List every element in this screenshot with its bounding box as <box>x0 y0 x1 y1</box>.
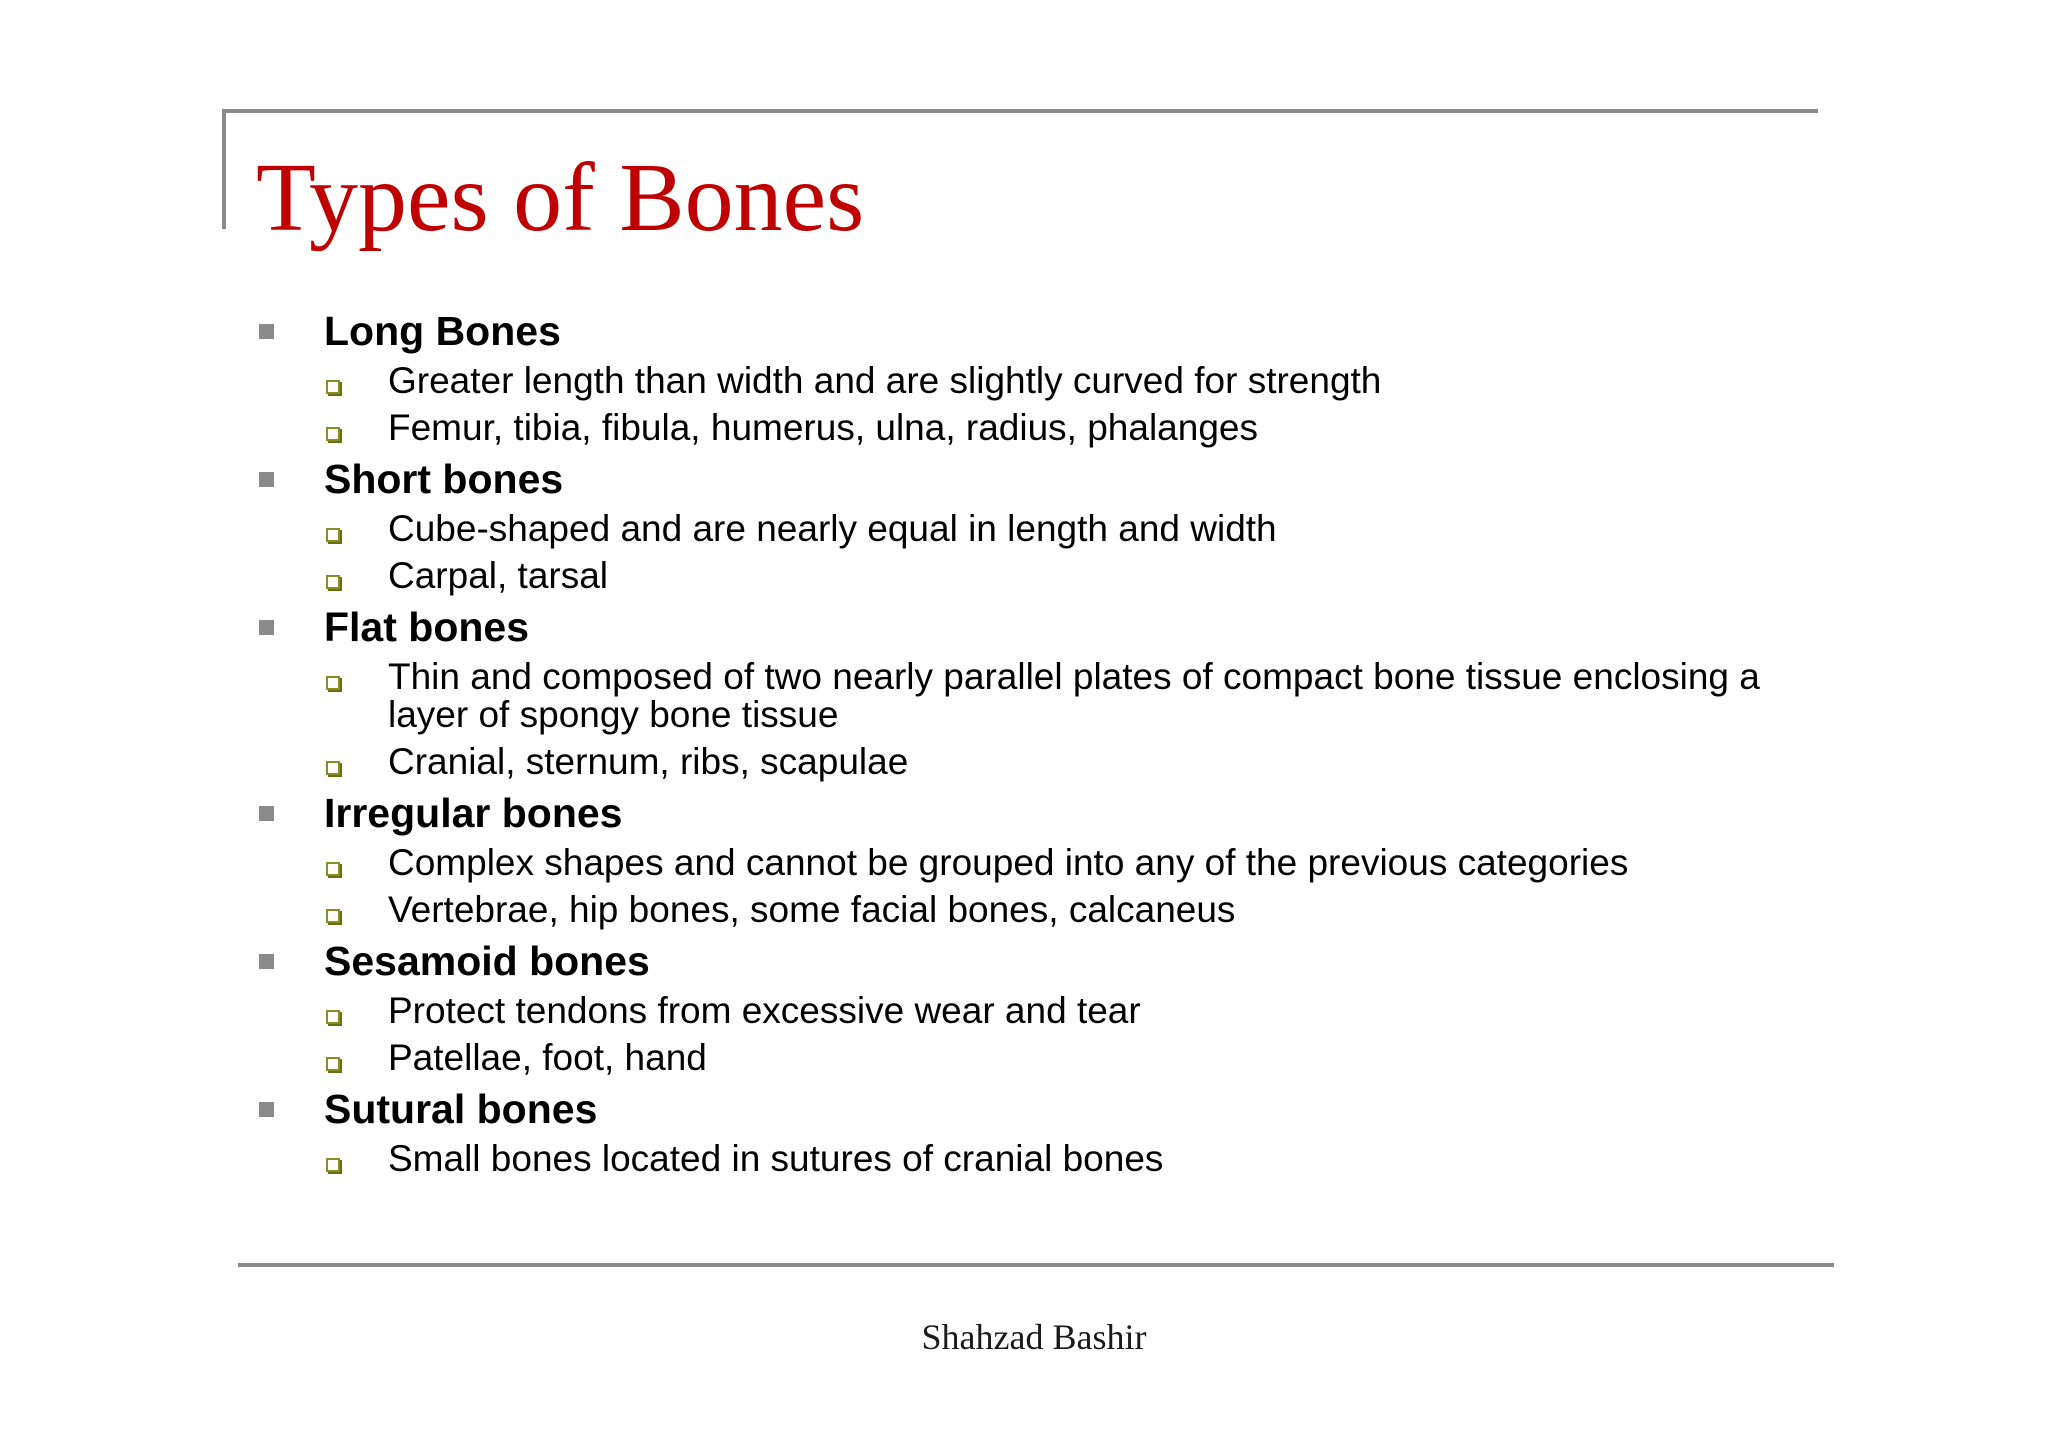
section-heading <box>256 452 1826 506</box>
sub-point <box>256 506 1826 553</box>
sub-point <box>256 553 1826 600</box>
sub-point-text: Cranial, sternum, ribs, scapulae <box>388 741 909 782</box>
section-heading <box>256 600 1826 654</box>
sub-point-text: Complex shapes and cannot be grouped into any of the previous categories <box>388 842 1629 883</box>
hollow-square-bullet-icon <box>326 1158 340 1172</box>
section-heading-text: Flat bones <box>324 604 530 650</box>
square-bullet-icon <box>259 806 274 821</box>
sub-point <box>256 739 1826 786</box>
section-heading <box>256 304 1826 358</box>
footer-author: Shahzad Bashir <box>921 1317 1147 1357</box>
section-sutural-bones <box>256 1082 1826 1183</box>
section-heading <box>256 934 1826 988</box>
section-heading-text: Sutural bones <box>324 1086 598 1132</box>
sub-point-text: Protect tendons from excessive wear and tear <box>388 990 1141 1031</box>
square-bullet-icon <box>259 620 274 635</box>
section-long-bones <box>256 304 1826 452</box>
slide-title: Types of Bones <box>256 144 865 252</box>
section-irregular-bones <box>256 786 1826 934</box>
hollow-square-bullet-icon <box>326 575 340 589</box>
hollow-square-bullet-icon <box>326 1057 340 1071</box>
hollow-square-bullet-icon <box>326 427 340 441</box>
hollow-square-bullet-icon <box>326 380 340 394</box>
sub-point-text: Vertebrae, hip bones, some facial bones, calcaneus <box>388 889 1236 930</box>
hollow-square-bullet-icon <box>326 862 340 876</box>
hollow-square-bullet-icon <box>326 528 340 542</box>
left-frame-line <box>222 109 226 229</box>
sub-point <box>256 654 1826 739</box>
sub-point-text: Patellae, foot, hand <box>388 1037 707 1078</box>
sub-point-text: Cube-shaped and are nearly equal in length and width <box>388 508 1277 549</box>
square-bullet-icon <box>259 954 274 969</box>
sub-point <box>256 887 1826 934</box>
section-heading <box>256 1082 1826 1136</box>
hollow-square-bullet-icon <box>326 909 340 923</box>
section-heading <box>256 786 1826 840</box>
bullet-list <box>256 304 1826 1183</box>
sub-point <box>256 358 1826 405</box>
section-heading-text: Irregular bones <box>324 790 623 836</box>
hollow-square-bullet-icon <box>326 1010 340 1024</box>
section-heading-text: Short bones <box>324 456 564 502</box>
square-bullet-icon <box>259 324 274 339</box>
section-heading-text: Long Bones <box>324 308 561 354</box>
square-bullet-icon <box>259 472 274 487</box>
section-short-bones <box>256 452 1826 600</box>
section-heading-text: Sesamoid bones <box>324 938 650 984</box>
sub-point-text: Femur, tibia, fibula, humerus, ulna, radius, phalanges <box>388 407 1258 448</box>
section-flat-bones <box>256 600 1826 786</box>
footer-divider <box>238 1263 1834 1267</box>
sub-point <box>256 988 1826 1035</box>
sub-point <box>256 405 1826 452</box>
hollow-square-bullet-icon <box>326 761 340 775</box>
sub-point-text: Thin and composed of two nearly parallel plates of compact bone tissue enclosing a layer of spongy bone tissue <box>388 656 1760 735</box>
square-bullet-icon <box>259 1102 274 1117</box>
section-sesamoid-bones <box>256 934 1826 1082</box>
top-frame-line <box>222 109 1818 113</box>
sub-point-text: Carpal, tarsal <box>388 555 609 596</box>
sub-point-text: Small bones located in sutures of cranial bones <box>388 1138 1164 1179</box>
sub-point <box>256 840 1826 887</box>
hollow-square-bullet-icon <box>326 676 340 690</box>
sub-point-text: Greater length than width and are slightly curved for strength <box>388 360 1382 401</box>
sub-point <box>256 1035 1826 1082</box>
sub-point <box>256 1136 1826 1183</box>
